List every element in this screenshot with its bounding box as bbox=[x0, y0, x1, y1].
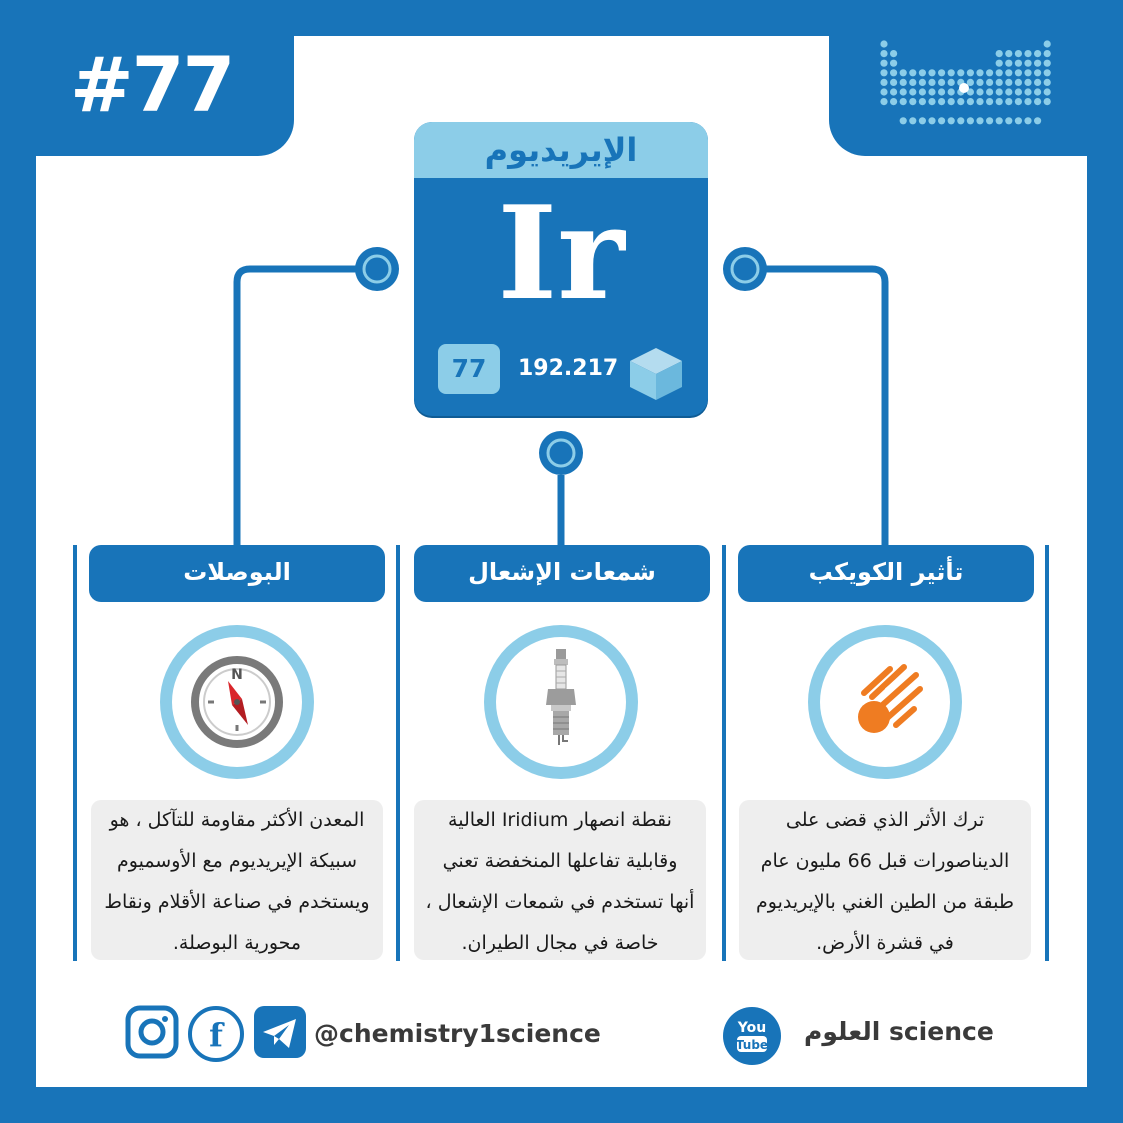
connector-node-right bbox=[723, 247, 767, 291]
svg-text:f: f bbox=[209, 1016, 223, 1054]
connector-node-left bbox=[355, 247, 399, 291]
spark-plug-icon-badge bbox=[484, 625, 638, 779]
text-line: محورية البوصلة. bbox=[172, 932, 302, 954]
text-line: وقابلية تفاعلها المنخفضة تعني bbox=[442, 850, 678, 872]
issue-number: #77 bbox=[70, 40, 234, 129]
element-card bbox=[414, 122, 708, 416]
channel-name[interactable]: العلوم science bbox=[804, 1017, 994, 1046]
text-line: في قشرة الأرض. bbox=[816, 932, 954, 954]
telegram-icon[interactable] bbox=[252, 1004, 308, 1060]
compass-icon-badge bbox=[160, 625, 314, 779]
column-divider bbox=[73, 545, 77, 961]
instagram-icon[interactable] bbox=[124, 1004, 180, 1060]
column-text-spark-plugs bbox=[414, 800, 706, 960]
spark-plug-icon bbox=[496, 637, 626, 767]
text-line: سبيكة الإيريديوم مع الأوسميوم bbox=[117, 850, 357, 872]
column-divider bbox=[1045, 545, 1049, 961]
svg-text:Tube: Tube bbox=[735, 1038, 769, 1052]
svg-text:You: You bbox=[737, 1020, 767, 1036]
text-line: نقطة انصهار Iridium العالية bbox=[448, 809, 672, 831]
text-line: أنها تستخدم في شمعات الإشعال ، bbox=[425, 891, 695, 913]
social-handle[interactable]: @chemistry1science bbox=[314, 1019, 601, 1048]
column-title-asteroid-impact: تأثير الكويكب bbox=[738, 545, 1034, 602]
column-divider bbox=[722, 545, 726, 961]
column-title-spark-plugs: شمعات الإشعال bbox=[414, 545, 710, 602]
atomic-mass: 192.217 bbox=[518, 356, 619, 381]
element-name: الإيريديوم bbox=[414, 122, 708, 178]
column-text-asteroid-impact bbox=[739, 800, 1031, 960]
column-title-compasses: البوصلات bbox=[89, 545, 385, 602]
element-symbol: Ir bbox=[497, 179, 625, 329]
text-line: ترك الأثر الذي قضى على bbox=[785, 809, 985, 831]
text-line: المعدن الأكثر مقاومة للتآكل ، هو bbox=[109, 809, 365, 831]
text-line: ويستخدم في صناعة الأقلام ونقاط bbox=[104, 891, 370, 913]
column-text-compasses bbox=[91, 800, 383, 960]
text-line: خاصة في مجال الطيران. bbox=[461, 932, 659, 954]
atomic-number: 77 bbox=[438, 344, 500, 394]
compass-icon bbox=[172, 637, 302, 767]
text-line: طبقة من الطين الغني بالإيريديوم bbox=[756, 891, 1014, 913]
meteor-icon-badge bbox=[808, 625, 962, 779]
connector-node-bottom bbox=[539, 431, 583, 475]
youtube-icon[interactable] bbox=[722, 1006, 782, 1066]
text-line: الديناصورات قبل 66 مليون عام bbox=[760, 850, 1010, 872]
meteor-icon bbox=[820, 637, 950, 767]
facebook-icon[interactable] bbox=[186, 1004, 246, 1064]
svg-text:N: N bbox=[231, 667, 243, 683]
cube-icon bbox=[626, 346, 686, 402]
column-divider bbox=[396, 545, 400, 961]
